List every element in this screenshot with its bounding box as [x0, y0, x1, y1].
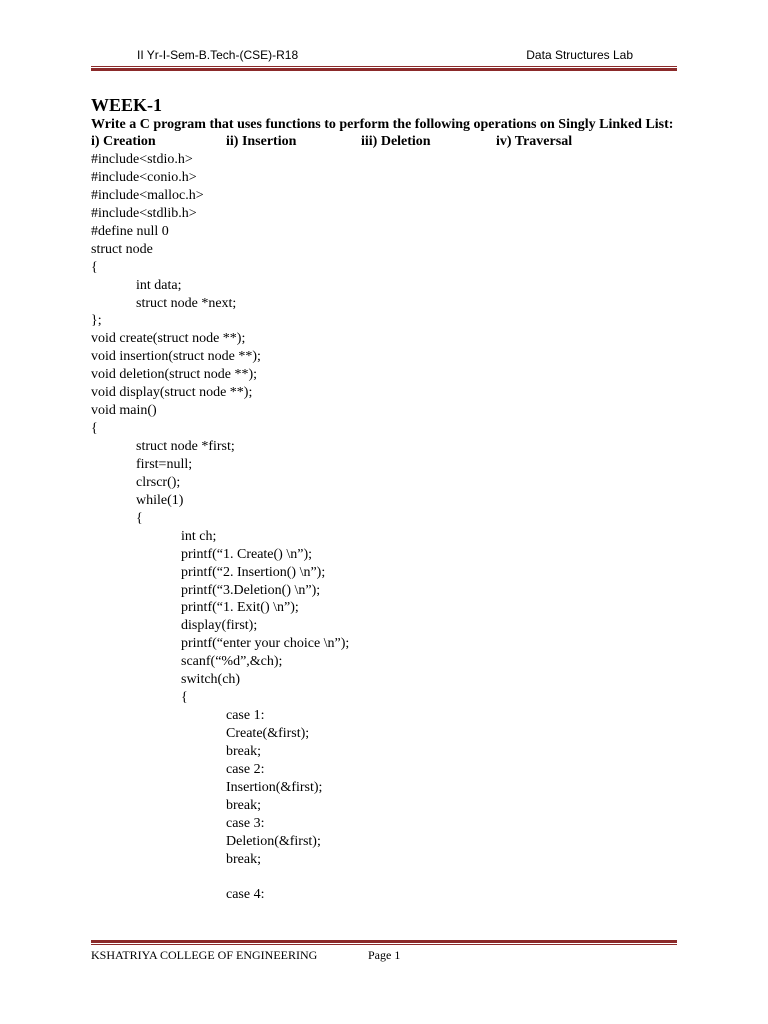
code-line: case 4: — [226, 887, 265, 903]
header-rule-thin — [91, 66, 677, 67]
week-title: WEEK-1 — [91, 95, 163, 115]
code-line: case 2: — [226, 761, 265, 777]
operation-item: iii) Deletion — [361, 134, 431, 149]
code-line: clrscr(); — [136, 474, 181, 490]
code-line: printf(“1. Create() \n”); — [181, 546, 312, 562]
document-body — [91, 95, 681, 904]
code-line — [91, 869, 681, 887]
code-line: { — [91, 421, 98, 437]
operation-item: ii) Insertion — [226, 134, 297, 149]
footer-rule-thin — [91, 944, 677, 945]
header-rule-thick — [91, 68, 677, 71]
page-header — [91, 46, 677, 66]
operations-list — [91, 133, 681, 151]
code-line: }; — [91, 313, 102, 329]
operation-item: i) Creation — [91, 134, 156, 149]
code-line: while(1) — [136, 492, 184, 508]
footer-college: KSHATRIYA COLLEGE OF ENGINEERING — [91, 948, 318, 962]
code-line: { — [136, 510, 143, 526]
footer-page-number: Page 1 — [368, 948, 401, 962]
code-line: display(first); — [181, 618, 258, 634]
code-line: #include<conio.h> — [91, 169, 197, 185]
code-line: scanf(“%d”,&ch); — [181, 654, 283, 670]
code-listing — [91, 151, 681, 904]
code-line: struct node *first; — [136, 439, 235, 454]
code-line: void insertion(struct node **); — [91, 349, 261, 365]
code-line: int ch; — [181, 528, 217, 544]
header-course: II Yr-I-Sem-B.Tech-(CSE)-R18 — [137, 48, 299, 62]
code-line: #define null 0 — [91, 223, 169, 239]
code-line: void main() — [91, 403, 157, 419]
task-statement: Write a C program that uses functions to perform the following operations on Singly Linked List: — [91, 117, 674, 132]
code-line: printf(“3.Deletion() \n”); — [181, 582, 321, 598]
code-line: Deletion(&first); — [226, 833, 321, 849]
code-line: Create(&first); — [226, 726, 310, 741]
footer-rule-thick — [91, 940, 677, 943]
code-line: int data; — [136, 277, 182, 293]
code-line: struct node — [91, 241, 153, 257]
code-line: #include<stdlib.h> — [91, 205, 197, 221]
code-line: break; — [226, 797, 261, 813]
code-line: { — [91, 259, 98, 275]
code-line: struct node *next; — [136, 295, 237, 311]
code-line: case 1: — [226, 708, 265, 724]
code-line: Insertion(&first); — [226, 779, 323, 795]
code-line: case 3: — [226, 815, 265, 831]
code-line: first=null; — [136, 456, 193, 472]
code-line: printf(“1. Exit() \n”); — [181, 600, 299, 616]
code-line: { — [181, 690, 188, 706]
code-line: break; — [226, 743, 261, 759]
code-line: #include<malloc.h> — [91, 187, 204, 203]
code-line: void deletion(struct node **); — [91, 367, 258, 383]
code-line: void create(struct node **); — [91, 331, 246, 347]
code-line: printf(“enter your choice \n”); — [181, 636, 350, 652]
code-line: switch(ch) — [181, 672, 241, 688]
code-line: void display(struct node **); — [91, 385, 253, 401]
code-line: break; — [226, 851, 261, 867]
code-line: #include<stdio.h> — [91, 152, 193, 167]
header-lab-title: Data Structures Lab — [526, 48, 633, 62]
operation-item: iv) Traversal — [496, 134, 573, 149]
code-line: printf(“2. Insertion() \n”); — [181, 564, 326, 580]
